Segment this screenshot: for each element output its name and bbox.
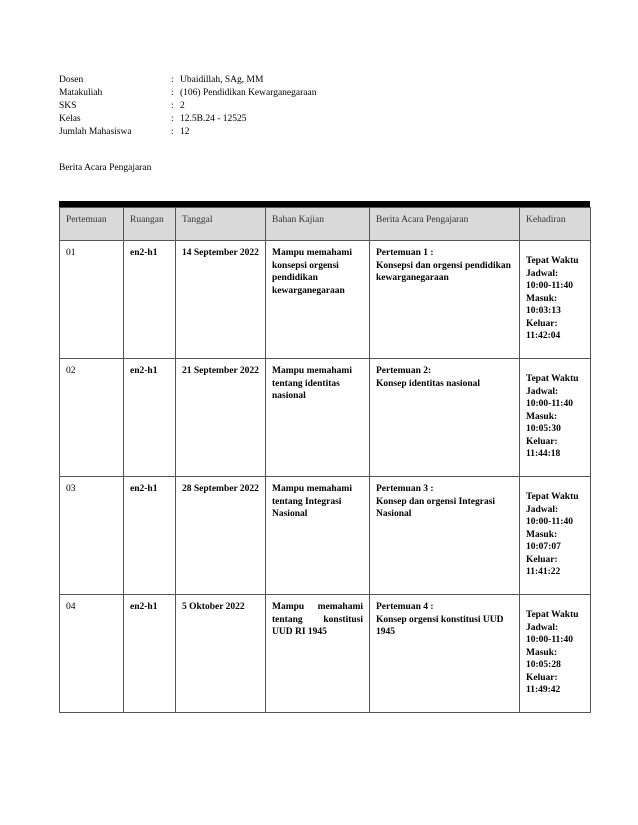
section-title: Berita Acara Pengajaran bbox=[59, 163, 152, 173]
cell-berita-acara bbox=[370, 595, 520, 713]
table-row bbox=[60, 595, 591, 713]
info-label: SKS bbox=[59, 101, 77, 111]
info-value: 12.5B.24 - 12525 bbox=[180, 114, 247, 124]
cell-berita-acara bbox=[370, 359, 520, 477]
header-bahan-kajian: Bahan Kajian bbox=[266, 208, 370, 241]
cell-ruangan: en2-h1 bbox=[124, 359, 176, 477]
kehadiran-keluar-label: Keluar: bbox=[526, 318, 558, 329]
kehadiran-jadwal: 10:00-11:40 bbox=[526, 281, 573, 291]
kehadiran-jadwal: 10:00-11:40 bbox=[526, 399, 573, 409]
info-value: 2 bbox=[180, 101, 185, 111]
header-pertemuan: Pertemuan bbox=[60, 208, 124, 241]
kehadiran-status: Tepat Waktu bbox=[526, 374, 579, 384]
cell-berita-acara bbox=[370, 477, 520, 595]
cell-bahan-kajian: Mampu memahami konsepsi orgensi pendidikan kewarganegaraan bbox=[266, 241, 370, 359]
cell-kehadiran bbox=[520, 359, 591, 477]
berita-body: Konsep identitas nasional bbox=[376, 378, 480, 389]
header-ruangan: Ruangan bbox=[124, 208, 176, 241]
info-separator: : bbox=[171, 114, 174, 124]
table-header-row bbox=[60, 208, 591, 241]
kehadiran-masuk: 10:05:28 bbox=[526, 660, 561, 670]
info-separator: : bbox=[171, 88, 174, 98]
header-kehadiran: Kehadiran bbox=[520, 208, 591, 241]
cell-kehadiran bbox=[520, 241, 591, 359]
kehadiran-jadwal-label: Jadwal: bbox=[526, 268, 559, 279]
kehadiran-keluar: 11:41:22 bbox=[526, 567, 561, 577]
cell-pertemuan: 04 bbox=[60, 595, 124, 713]
attendance-table bbox=[59, 207, 591, 713]
info-value: Ubaidillah, SAg, MM bbox=[180, 75, 264, 85]
kehadiran-jadwal: 10:00-11:40 bbox=[526, 635, 573, 645]
kehadiran-masuk: 10:07:07 bbox=[526, 542, 561, 552]
kehadiran-jadwal-label: Jadwal: bbox=[526, 504, 559, 515]
info-row-dosen bbox=[59, 74, 316, 87]
cell-berita-acara bbox=[370, 241, 520, 359]
info-label: Jumlah Mahasiswa bbox=[59, 127, 132, 137]
kehadiran-masuk: 10:05:30 bbox=[526, 424, 561, 434]
cell-pertemuan: 01 bbox=[60, 241, 124, 359]
berita-title: Pertemuan 1 : bbox=[376, 248, 434, 258]
header-berita-acara: Berita Acara Pengajaran bbox=[370, 208, 520, 241]
kehadiran-jadwal-label: Jadwal: bbox=[526, 386, 559, 397]
berita-body: Konsep orgensi konstitusi UUD 1945 bbox=[376, 614, 504, 637]
berita-title: Pertemuan 3 : bbox=[376, 484, 434, 494]
kehadiran-keluar: 11:44:18 bbox=[526, 449, 561, 459]
header-tanggal: Tanggal bbox=[176, 208, 266, 241]
info-row-matakuliah bbox=[59, 87, 316, 100]
cell-bahan-kajian: Mampu memahami tentang identitas nasional bbox=[266, 359, 370, 477]
berita-title: Pertemuan 2: bbox=[376, 366, 432, 376]
kehadiran-status: Tepat Waktu bbox=[526, 492, 579, 502]
kehadiran-keluar: 11:49:42 bbox=[526, 685, 561, 695]
cell-kehadiran bbox=[520, 477, 591, 595]
kehadiran-keluar-label: Keluar: bbox=[526, 554, 558, 565]
kehadiran-masuk-label: Masuk: bbox=[526, 411, 558, 422]
info-value: (106) Pendidikan Kewarganegaraan bbox=[180, 88, 317, 98]
kehadiran-jadwal-label: Jadwal: bbox=[526, 622, 559, 633]
kehadiran-status: Tepat Waktu bbox=[526, 610, 579, 620]
info-row-kelas bbox=[59, 113, 316, 126]
info-separator: : bbox=[171, 127, 174, 137]
course-info bbox=[59, 74, 316, 139]
cell-ruangan: en2-h1 bbox=[124, 477, 176, 595]
cell-tanggal: 5 Oktober 2022 bbox=[176, 595, 266, 713]
info-label: Kelas bbox=[59, 114, 81, 124]
kehadiran-masuk-label: Masuk: bbox=[526, 529, 558, 540]
cell-bahan-kajian: Mampu memahami tentang konstitusi UUD RI 1945 bbox=[266, 595, 370, 713]
berita-title: Pertemuan 4 : bbox=[376, 602, 434, 612]
info-label: Matakuliah bbox=[59, 88, 103, 98]
kehadiran-masuk: 10:03:13 bbox=[526, 306, 561, 316]
cell-tanggal: 21 September 2022 bbox=[176, 359, 266, 477]
info-row-jumlah-mahasiswa bbox=[59, 126, 316, 139]
kehadiran-masuk-label: Masuk: bbox=[526, 293, 558, 304]
kehadiran-jadwal: 10:00-11:40 bbox=[526, 517, 573, 527]
kehadiran-masuk-label: Masuk: bbox=[526, 647, 558, 658]
kehadiran-keluar: 11:42:04 bbox=[526, 331, 561, 341]
info-row-sks bbox=[59, 100, 316, 113]
kehadiran-keluar-label: Keluar: bbox=[526, 672, 558, 683]
kehadiran-keluar-label: Keluar: bbox=[526, 436, 558, 447]
berita-body: Konsepsi dan orgensi pendidikan kewarganegaraan bbox=[376, 260, 511, 283]
kehadiran-status: Tepat Waktu bbox=[526, 256, 579, 266]
cell-tanggal: 28 September 2022 bbox=[176, 477, 266, 595]
cell-kehadiran bbox=[520, 595, 591, 713]
cell-pertemuan: 02 bbox=[60, 359, 124, 477]
table-row bbox=[60, 241, 591, 359]
info-value: 12 bbox=[180, 127, 190, 137]
cell-bahan-kajian: Mampu memahami tentang Integrasi Nasional bbox=[266, 477, 370, 595]
info-label: Dosen bbox=[59, 75, 84, 85]
cell-ruangan: en2-h1 bbox=[124, 595, 176, 713]
attendance-table-wrapper bbox=[59, 201, 590, 713]
cell-ruangan: en2-h1 bbox=[124, 241, 176, 359]
table-row bbox=[60, 477, 591, 595]
table-row bbox=[60, 359, 591, 477]
cell-tanggal: 14 September 2022 bbox=[176, 241, 266, 359]
cell-pertemuan: 03 bbox=[60, 477, 124, 595]
info-separator: : bbox=[171, 75, 174, 85]
info-separator: : bbox=[171, 101, 174, 111]
berita-body: Konsep dan orgensi Integrasi Nasional bbox=[376, 496, 496, 519]
